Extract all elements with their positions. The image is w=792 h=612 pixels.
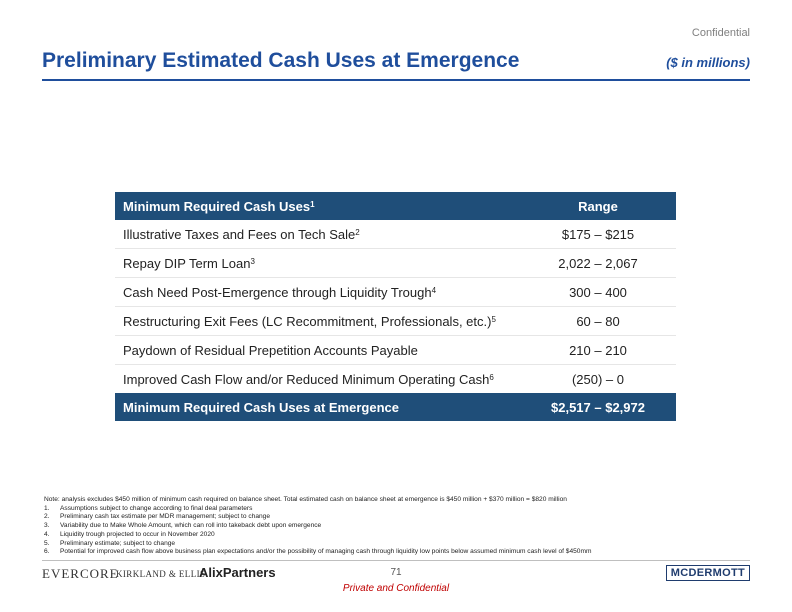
footnote: 5. Preliminary estimate; subject to change — [44, 539, 176, 547]
row-label: Improved Cash Flow and/or Reduced Minimum Operating Cash$^6$ — [123, 371, 494, 387]
alixpartners-logo: AlixPartners — [199, 565, 276, 580]
footnotes-block — [44, 496, 764, 557]
table-row — [115, 307, 676, 336]
table-header-row — [115, 192, 676, 220]
kirkland-logo: KIRKLAND & ELLIS — [116, 569, 206, 579]
footer-divider — [42, 560, 750, 561]
page-title: Preliminary Estimated Cash Uses at Emergence — [42, 49, 520, 72]
row-range: 60 – 80 — [520, 307, 676, 336]
page-number: 71 — [390, 567, 402, 578]
table-row — [115, 278, 676, 307]
table-row — [115, 249, 676, 278]
title-divider — [42, 79, 750, 81]
footnote: 4. Liquidity trough projected to occur in November 2020 — [44, 530, 215, 538]
row-label: Illustrative Taxes and Fees on Tech Sale$^2$ — [115, 220, 520, 249]
note-text: Note: analysis excludes $450 million of minimum cash required on balance sheet. Total estimated cash on balance sheet at emergence is $450 million + $370 million = $820 million — [44, 496, 567, 503]
row-range: 300 – 400 — [520, 278, 676, 307]
total-range: $2,517 – $2,972 — [551, 399, 645, 415]
private-confidential-label: Private and Confidential — [342, 583, 450, 594]
footnote: 6. Potential for improved cash flow above business plan expectations and/or the possibility of managing cash through liquidity low points below assumed minimum cash level of $450mm — [44, 548, 592, 556]
mcdermott-logo: MCDERMOTT — [666, 565, 750, 581]
evercore-logo: EVERCORE — [42, 566, 119, 581]
row-range: 2,022 – 2,067 — [520, 249, 676, 278]
footnote: 3. Variability due to Make Whole Amount, which can roll into takeback debt upon emergence — [44, 522, 322, 530]
row-range: $175 – $215 — [520, 220, 676, 249]
cash-uses-table — [115, 192, 676, 421]
row-label: Restructuring Exit Fees (LC Recommitment, Professionals, etc.)$^5$ — [115, 307, 520, 336]
footnote: 2. Preliminary cash tax estimate per MDR management; subject to change — [44, 513, 270, 521]
total-label: Minimum Required Cash Uses at Emergence — [123, 399, 399, 415]
footnote: 1. Assumptions subject to change according to final deal parameters — [44, 504, 253, 512]
table-row — [115, 336, 676, 365]
row-label: Paydown of Residual Prepetition Accounts Payable — [115, 336, 520, 365]
row-range: 210 – 210 — [520, 336, 676, 365]
table-row — [115, 220, 676, 249]
column-header-range: Range — [578, 198, 618, 214]
row-label: Repay DIP Term Loan$^3$ — [115, 249, 520, 278]
row-label: Cash Need Post-Emergence through Liquidity Trough$^4$ — [115, 278, 520, 307]
column-header-uses: Minimum Required Cash Uses$^1$ — [123, 198, 315, 214]
table-row — [115, 365, 676, 394]
confidential-label: Confidential — [691, 27, 750, 39]
units-label: ($ in millions) — [666, 55, 750, 70]
row-range: (250) – 0 — [571, 371, 625, 387]
table-total-row — [115, 393, 676, 421]
